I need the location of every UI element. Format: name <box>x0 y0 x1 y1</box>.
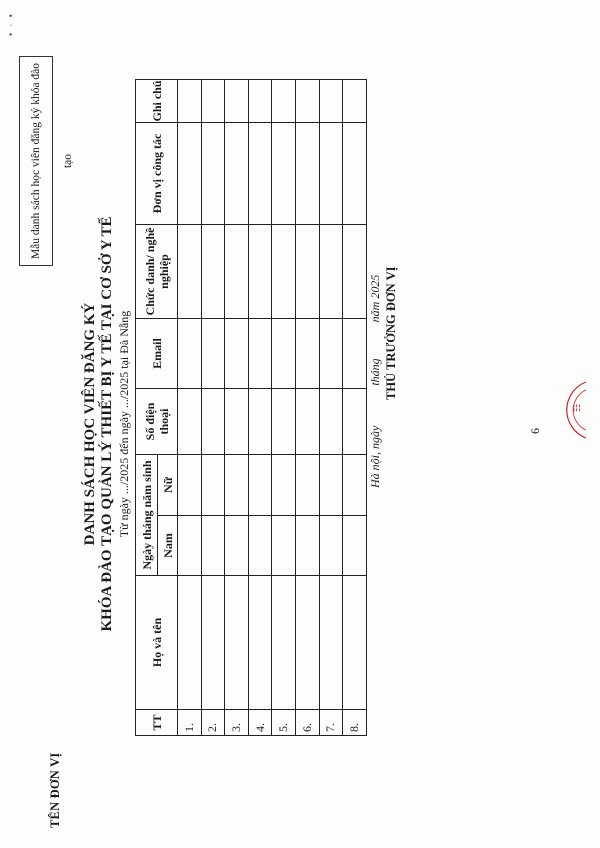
table-cell <box>225 516 249 576</box>
course-title: KHÓA ĐÀO TẠO QUẢN LÝ THIẾT BỊ Y TẾ TẠI CƠ SỞ Y TẾ <box>99 216 115 632</box>
table-row <box>319 80 343 736</box>
table-cell <box>248 389 272 455</box>
table-cell <box>201 455 225 516</box>
table-cell <box>201 319 225 389</box>
signature-place-date <box>368 275 383 488</box>
table-cell <box>343 123 367 225</box>
table-row <box>225 80 249 736</box>
table-row <box>201 80 225 736</box>
table-cell <box>201 516 225 576</box>
table-cell <box>225 123 249 225</box>
table-cell <box>295 516 319 576</box>
header-note: Ghi chú <box>136 80 178 123</box>
signature-title: THỦ TRƯỞNG ĐƠN VỊ <box>384 266 398 400</box>
document-title: DANH SÁCH HỌC VIÊN ĐĂNG KÝ <box>82 302 98 546</box>
table-cell <box>272 123 296 225</box>
registration-table <box>135 79 367 736</box>
table-cell <box>319 225 343 319</box>
header-email: Email <box>136 319 178 389</box>
header-female: Nữ <box>158 455 178 516</box>
table-cell <box>225 319 249 389</box>
table-cell <box>319 319 343 389</box>
table-cell <box>178 80 202 123</box>
table-cell <box>343 455 367 516</box>
svg-text:☷: ☷ <box>573 403 583 412</box>
table-cell <box>272 319 296 389</box>
row-number: 6. <box>295 710 319 736</box>
scan-marks: • · • <box>6 12 16 36</box>
table-row <box>343 80 367 736</box>
table-cell <box>272 576 296 710</box>
header-job-title: Chức danh/ nghề nghiệp <box>136 225 178 319</box>
course-dates: Từ ngày .../2025 đến ngày .../2025 tại Đà Nẵng <box>117 310 131 538</box>
table-cell <box>248 123 272 225</box>
unit-name: TÊN ĐƠN VỊ <box>48 752 62 828</box>
header-male: Nam <box>158 516 178 576</box>
table-cell <box>272 455 296 516</box>
table-cell <box>272 516 296 576</box>
table-cell <box>248 319 272 389</box>
header-tt: TT <box>136 710 178 736</box>
table-cell <box>178 389 202 455</box>
table-cell <box>225 225 249 319</box>
table-cell <box>248 80 272 123</box>
table-cell <box>343 389 367 455</box>
table-cell <box>295 576 319 710</box>
place-date-day: Hà nội, ngày <box>368 425 382 488</box>
header-dob: Ngày tháng năm sinh <box>136 455 158 576</box>
header-phone: Số điện thoại <box>136 389 178 455</box>
table-cell <box>319 389 343 455</box>
table-cell <box>272 389 296 455</box>
table-row <box>178 80 202 736</box>
table-cell <box>201 225 225 319</box>
table-cell <box>201 576 225 710</box>
row-number: 1. <box>178 710 202 736</box>
table-row <box>248 80 272 736</box>
table-cell <box>343 576 367 710</box>
table-cell <box>178 455 202 516</box>
table-cell <box>248 455 272 516</box>
table-cell <box>201 80 225 123</box>
table-cell <box>178 319 202 389</box>
row-number: 7. <box>319 710 343 736</box>
table-cell <box>248 225 272 319</box>
table-row <box>295 80 319 736</box>
row-number: 5. <box>272 710 296 736</box>
row-number: 3. <box>225 710 249 736</box>
table-row <box>272 80 296 736</box>
table-cell <box>178 516 202 576</box>
table-cell <box>295 455 319 516</box>
table-cell <box>319 80 343 123</box>
table-cell <box>295 80 319 123</box>
table-cell <box>319 576 343 710</box>
form-label: Mẫu danh sách học viên đăng ký khóa đào tạo <box>30 62 74 260</box>
table-cell <box>225 80 249 123</box>
table-cell <box>201 389 225 455</box>
table-cell <box>295 389 319 455</box>
table-cell <box>343 319 367 389</box>
table-cell <box>295 225 319 319</box>
header-unit: Đơn vị công tác <box>136 123 178 225</box>
table-cell <box>248 516 272 576</box>
table-cell <box>225 389 249 455</box>
table-cell <box>343 225 367 319</box>
table-cell <box>178 225 202 319</box>
place-date-year: năm 2025 <box>368 274 382 323</box>
table-cell <box>178 123 202 225</box>
header-name: Họ và tên <box>136 576 178 710</box>
table-cell <box>343 516 367 576</box>
row-number: 8. <box>343 710 367 736</box>
table-cell <box>178 576 202 710</box>
table-cell <box>295 123 319 225</box>
table-cell <box>295 319 319 389</box>
table-cell <box>319 123 343 225</box>
table-cell <box>319 516 343 576</box>
form-label-box <box>19 56 74 266</box>
table-cell <box>343 80 367 123</box>
place-date-month: tháng <box>368 358 382 386</box>
row-number: 2. <box>201 710 225 736</box>
table-cell <box>319 455 343 516</box>
table-cell <box>248 576 272 710</box>
table-cell <box>201 123 225 225</box>
red-stamp <box>546 378 590 442</box>
table-cell <box>272 80 296 123</box>
table-cell <box>225 455 249 516</box>
table-cell <box>225 576 249 710</box>
page-number: 6 <box>528 428 542 434</box>
table-cell <box>272 225 296 319</box>
row-number: 4. <box>248 710 272 736</box>
